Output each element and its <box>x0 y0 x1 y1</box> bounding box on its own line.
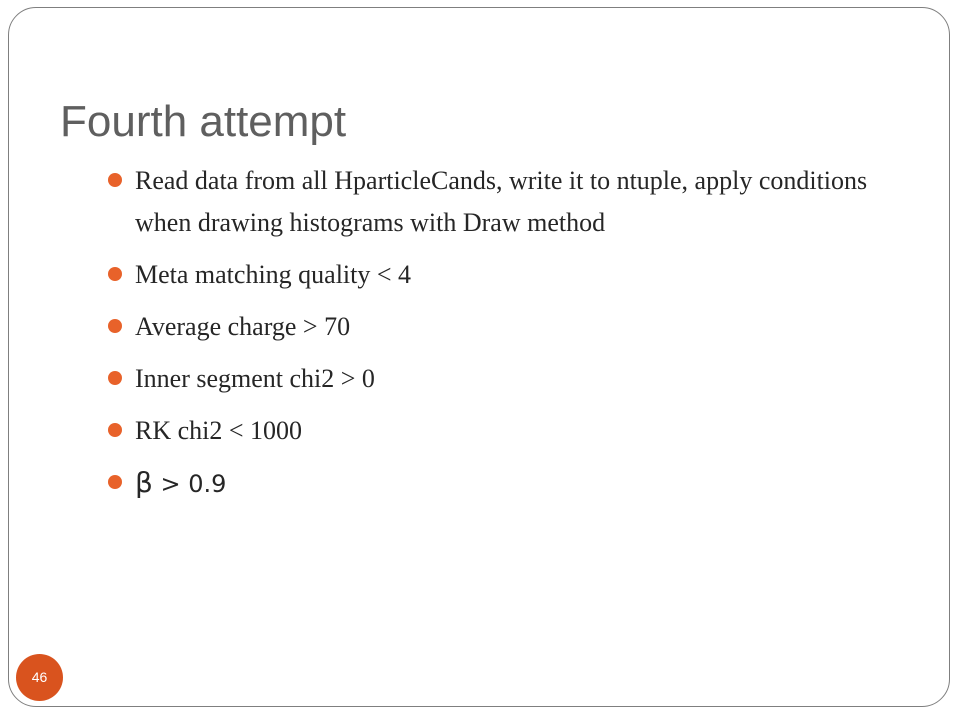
bullet-item-beta <box>108 462 888 505</box>
bullet-item-read-data <box>108 160 888 244</box>
bullet-item-rk-chi2 <box>108 410 888 452</box>
beta-condition: > 0.9 <box>152 470 227 498</box>
bullet-dot-icon <box>108 475 122 489</box>
slide-title: Fourth attempt <box>60 97 347 146</box>
bullet-list <box>108 160 888 515</box>
bullet-text: Inner segment chi2 > 0 <box>135 364 375 393</box>
bullet-text <box>135 466 227 499</box>
bullet-item-average-charge <box>108 306 888 348</box>
bullet-dot-icon <box>108 319 122 333</box>
bullet-text: Read data from all HparticleCands, write it to ntuple, apply conditions when drawing histograms with Draw method <box>135 166 868 237</box>
page-number-badge: 46 <box>16 654 63 701</box>
bullet-item-inner-segment <box>108 358 888 400</box>
bullet-text: RK chi2 < 1000 <box>135 416 303 445</box>
bullet-dot-icon <box>108 173 122 187</box>
bullet-text: Average charge > 70 <box>135 312 351 341</box>
bullet-item-meta-matching <box>108 254 888 296</box>
bullet-dot-icon <box>108 371 122 385</box>
beta-symbol: β <box>135 466 153 499</box>
bullet-dot-icon <box>108 267 122 281</box>
bullet-dot-icon <box>108 423 122 437</box>
bullet-text: Meta matching quality < 4 <box>135 260 412 289</box>
